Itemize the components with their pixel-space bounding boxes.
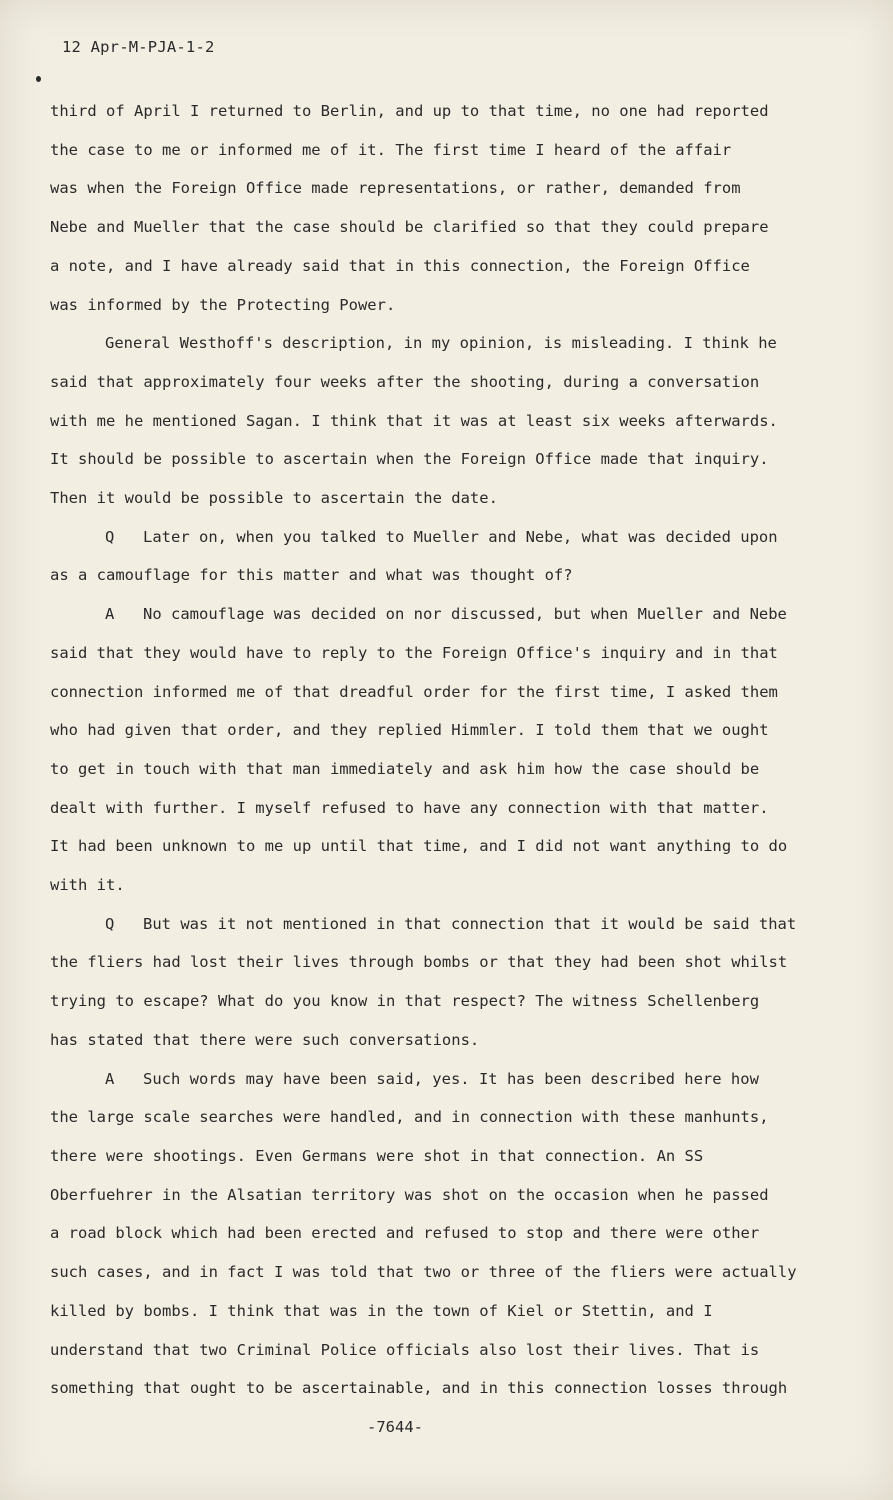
line-text: Oberfuehrer in the Alsatian territory was shot on the occasion when he passed [50, 1185, 769, 1204]
line-text: was informed by the Protecting Power. [50, 295, 396, 314]
line-text: a note, and I have already said that in this connection, the Foreign Office [50, 256, 750, 275]
text-line [50, 208, 850, 247]
text-line [50, 1060, 850, 1099]
text-line [50, 1021, 850, 1060]
text-line [50, 634, 850, 673]
text-line [50, 556, 850, 595]
line-text: has stated that there were such conversations. [50, 1030, 480, 1049]
line-text: trying to escape? What do you know in that respect? The witness Schellenberg [50, 992, 760, 1011]
line-text: It had been unknown to me up until that time, and I did not want anything to do [50, 837, 788, 856]
line-text: the case to me or informed me of it. The first time I heard of the affair [50, 140, 732, 159]
line-text: there were shootings. Even Germans were shot in that connection. An SS [50, 1146, 704, 1165]
speaker-marker: Q [105, 914, 115, 933]
text-line [50, 92, 850, 131]
line-text: But was it not mentioned in that connection that it would be said that [143, 914, 797, 933]
text-line [50, 595, 850, 634]
line-text: understand that two Criminal Police officials also lost their lives. That is [50, 1340, 760, 1359]
line-text: Such words may have been said, yes. It has been described here how [143, 1069, 759, 1088]
text-line [50, 789, 850, 828]
text-line [50, 324, 850, 363]
paragraph [50, 1060, 850, 1408]
line-text: with me he mentioned Sagan. I think that it was at least six weeks afterwards. [50, 411, 778, 430]
page-header: 12 Apr-M-PJA-1-2 [62, 38, 215, 56]
line-text: killed by bombs. I think that was in the town of Kiel or Stettin, and I [50, 1301, 713, 1320]
page-number: -7644- [367, 1418, 423, 1436]
line-text: a road block which had been erected and refused to stop and there were other [50, 1224, 760, 1243]
text-line [50, 1137, 850, 1176]
line-text: Later on, when you talked to Mueller and Nebe, what was decided upon [143, 527, 778, 546]
text-line [50, 1176, 850, 1215]
text-line [50, 286, 850, 325]
line-text: No camouflage was decided on nor discussed, but when Mueller and Nebe [143, 605, 787, 624]
text-line [50, 711, 850, 750]
line-text: Then it would be possible to ascertain the date. [50, 489, 498, 508]
line-text: General Westhoff's description, in my opinion, is misleading. I think he [105, 334, 777, 353]
text-line [50, 750, 850, 789]
line-text: something that ought to be ascertainable, and in this connection losses through [50, 1379, 788, 1398]
text-line [50, 131, 850, 170]
line-text: dealt with further. I myself refused to have any connection with that matter. [50, 798, 769, 817]
document-body [50, 92, 850, 1408]
line-text: such cases, and in fact I was told that two or three of the fliers were actually [50, 1263, 797, 1282]
text-line [50, 866, 850, 905]
text-line [50, 673, 850, 712]
paragraph [50, 518, 850, 595]
speaker-marker: A [105, 1069, 115, 1088]
paragraph [50, 595, 850, 905]
text-line [50, 1369, 850, 1408]
text-line [50, 1214, 850, 1253]
line-text: said that approximately four weeks after the shooting, during a conversation [50, 372, 760, 391]
line-text: the fliers had lost their lives through bombs or that they had been shot whilst [50, 953, 788, 972]
line-text: as a camouflage for this matter and what was thought of? [50, 566, 573, 585]
text-line [50, 402, 850, 441]
text-line [50, 905, 850, 944]
line-text: It should be possible to ascertain when the Foreign Office made that inquiry. [50, 450, 769, 469]
text-line [50, 169, 850, 208]
punch-hole-mark [36, 76, 41, 82]
line-text: the large scale searches were handled, and in connection with these manhunts, [50, 1108, 769, 1127]
line-text: to get in touch with that man immediately and ask him how the case should be [50, 759, 760, 778]
line-text: was when the Foreign Office made representations, or rather, demanded from [50, 179, 741, 198]
text-line [50, 1098, 850, 1137]
speaker-marker: A [105, 605, 115, 624]
paragraph [50, 905, 850, 1060]
text-line [50, 1253, 850, 1292]
text-line [50, 518, 850, 557]
text-line [50, 479, 850, 518]
line-text: with it. [50, 876, 125, 895]
text-line [50, 982, 850, 1021]
text-line [50, 827, 850, 866]
line-text: said that they would have to reply to the Foreign Office's inquiry and in that [50, 643, 778, 662]
line-text: who had given that order, and they replied Himmler. I told them that we ought [50, 721, 769, 740]
text-line [50, 1292, 850, 1331]
line-text: third of April I returned to Berlin, and up to that time, no one had reported [50, 102, 769, 120]
text-line [50, 363, 850, 402]
text-line [50, 943, 850, 982]
line-text: connection informed me of that dreadful order for the first time, I asked them [50, 682, 778, 701]
text-line [50, 247, 850, 286]
paragraph [50, 324, 850, 518]
speaker-marker: Q [105, 527, 115, 546]
paragraph [50, 92, 850, 324]
text-line [50, 440, 850, 479]
text-line [50, 1331, 850, 1370]
line-text: Nebe and Mueller that the case should be clarified so that they could prepare [50, 218, 769, 237]
